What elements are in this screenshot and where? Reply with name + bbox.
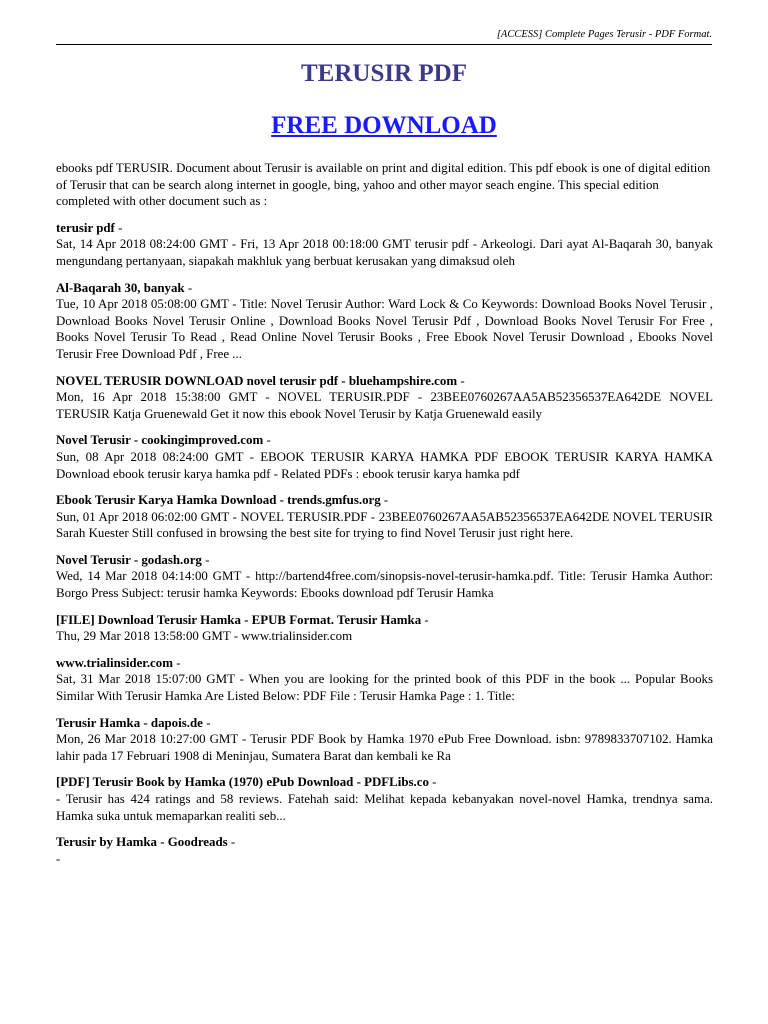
document-body <box>56 160 713 877</box>
entry-heading <box>56 655 713 672</box>
entry-heading <box>56 552 713 569</box>
entry-body: - <box>56 851 61 866</box>
entry-body: Sun, 08 Apr 2018 08:24:00 GMT - EBOOK TERUSIR KARYA HAMKA PDF EBOOK TERUSIR KARYA HAMKA Download ebook terusir karya hamka pdf - Related PDFs : ebook terusir karya hamka pdf <box>56 449 713 481</box>
entry-heading <box>56 432 713 449</box>
entry-title: www.trialinsider.com <box>56 655 173 670</box>
entry-heading <box>56 492 713 509</box>
entry-body: Sun, 01 Apr 2018 06:02:00 GMT - NOVEL TERUSIR.PDF - 23BEE0760267AA5AB52356537EA642DE NOVEL TERUSIR Sarah Kuester Still confused in browsing the best site for trying to find Novel Terusir just right here. <box>56 509 713 541</box>
page-title: TERUSIR PDF <box>301 60 467 87</box>
intro-paragraph: ebooks pdf TERUSIR. Document about Terusir is available on print and digital edition. This pdf ebook is one of digital edition of Terusir that can be search along internet in google, bing, yahoo and other mayor seach engine. This special edition completed with other document such as : <box>56 161 711 209</box>
entry-title: Terusir by Hamka - Goodreads <box>56 835 228 850</box>
entry-separator: - <box>114 220 123 235</box>
entry-title: NOVEL TERUSIR DOWNLOAD novel terusir pdf - bluehampshire.com <box>56 373 458 388</box>
header-note: [ACCESS] Complete Pages Terusir - PDF Format. <box>496 29 712 40</box>
entry-heading <box>56 774 713 791</box>
entry-title: Ebook Terusir Karya Hamka Download - trends.gmfus.org <box>56 493 381 508</box>
entry-separator: - <box>227 835 236 850</box>
entries-list <box>56 220 713 868</box>
entry-title: Terusir Hamka - dapois.de <box>56 715 203 730</box>
entry-body: Mon, 16 Apr 2018 15:38:00 GMT - NOVEL TERUSIR.PDF - 23BEE0760267AA5AB52356537EA642DE NOVEL TERUSIR Katja Gruenewald Get it now this ebook Novel Terusir by Katja Gruenewald easily <box>56 390 713 421</box>
list-item <box>56 220 713 270</box>
list-item <box>56 552 713 602</box>
entry-separator: - <box>421 612 429 627</box>
list-item <box>56 492 713 542</box>
entry-heading <box>56 612 713 629</box>
list-item <box>56 655 713 705</box>
entry-separator: - <box>202 715 211 730</box>
entry-separator: - <box>263 433 271 448</box>
list-item <box>56 280 713 363</box>
entry-separator: - <box>184 280 193 295</box>
entry-body: Sat, 14 Apr 2018 08:24:00 GMT - Fri, 13 Apr 2018 00:18:00 GMT terusir pdf - Arkeologi. Dari ayat Al-Baqarah 30, banyak mengundang pertanyaan, siapakah makhluk yang berbuat kerusakan yang dimaksud oleh <box>56 237 713 268</box>
entry-heading <box>56 280 713 297</box>
entry-heading <box>56 220 713 237</box>
entry-separator: - <box>201 552 210 567</box>
entry-body: Thu, 29 Mar 2018 13:58:00 GMT - www.trialinsider.com <box>56 629 353 644</box>
entry-body: Tue, 10 Apr 2018 05:08:00 GMT - Title: Novel Terusir Author: Ward Lock & Co Keywords: Download Books Novel Terusir , Download Books Novel Terusir Online , Download Books Novel Terusir Pdf , Download Books Novel Terusir For Free , Books Novel Terusir To Read , Read Online Novel Terusir Books , Free Ebook Novel Terusir Download , Ebooks Novel Terusir Free Download Pdf , Free ... <box>56 297 713 361</box>
entry-title: [FILE] Download Terusir Hamka - EPUB Format. Terusir Hamka <box>56 612 422 627</box>
entry-body: Mon, 26 Mar 2018 10:27:00 GMT - Terusir PDF Book by Hamka 1970 ePub Free Download. isbn: 9789833707102. Hamka lahir pada 17 Februari 1908 di Meninjau, Sumatera Barat dan kembali ke Ra <box>56 732 713 763</box>
entry-title: [PDF] Terusir Book by Hamka (1970) ePub Download - PDFLibs.co <box>56 775 429 790</box>
entry-heading <box>56 834 713 851</box>
entry-body: - Terusir has 424 ratings and 58 reviews. Fatehah said: Melihat kepada kebanyakan novel-novel Hamka, trendnya sama. Hamka suka untuk memaparkan realiti seb... <box>56 792 713 823</box>
entry-separator: - <box>457 373 465 388</box>
entry-title: Novel Terusir - godash.org <box>56 552 202 567</box>
list-item <box>56 432 713 482</box>
entry-separator: - <box>172 655 181 670</box>
list-item <box>56 774 713 824</box>
list-item <box>56 373 713 423</box>
entry-separator: - <box>380 493 389 508</box>
entry-title: terusir pdf <box>56 220 115 235</box>
entry-body: Wed, 14 Mar 2018 04:14:00 GMT - http://bartend4free.com/sinopsis-novel-terusir-hamka.pdf. Title: Terusir Hamka Author: Borgo Press Subject: terusir hamka Keywords: Ebooks download pdf Terusir Hamka <box>56 569 713 601</box>
free-download-link[interactable]: FREE DOWNLOAD <box>271 112 497 139</box>
entry-body: Sat, 31 Mar 2018 15:07:00 GMT - When you are looking for the printed book of this PDF in the book ... Popular Books Similar With Terusir Hamka Are Listed Below: PDF File : Terusir Hamka Page : 1. Title: <box>56 672 713 704</box>
entry-title: Novel Terusir - cookingimproved.com <box>56 433 264 448</box>
list-item <box>56 715 713 765</box>
list-item <box>56 612 713 645</box>
list-item <box>56 834 713 867</box>
entry-heading <box>56 373 713 390</box>
header-rule <box>56 44 712 45</box>
entry-separator: - <box>428 775 437 790</box>
entry-title: Al-Baqarah 30, banyak <box>56 280 185 295</box>
entry-heading <box>56 715 713 732</box>
